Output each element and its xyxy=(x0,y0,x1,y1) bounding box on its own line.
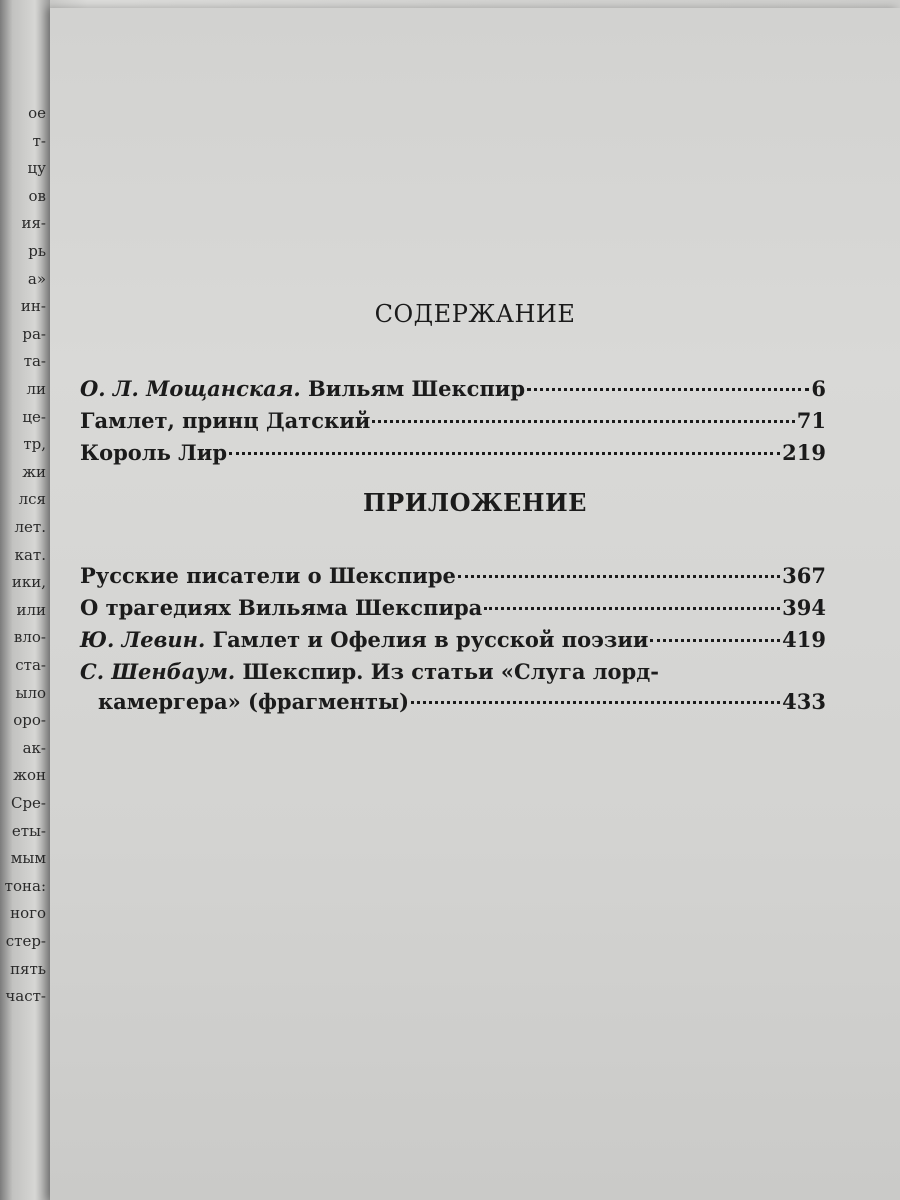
left-page-text-fragment: жон xyxy=(13,766,46,785)
left-page-text-fragment: кат. xyxy=(14,545,46,564)
left-page-text-fragment: вло- xyxy=(13,628,46,647)
left-page-text-fragment: лет. xyxy=(14,518,46,536)
toc-title: Гамлет и Офелия в русской поэзии xyxy=(205,627,649,652)
left-page-text-fragment: ли xyxy=(26,380,46,398)
left-page-text-fragment: ия- xyxy=(21,214,46,233)
toc-title-line1: Шекспир. Из статьи «Слуга лорд- xyxy=(235,659,659,684)
left-page-text-fragment: жи xyxy=(22,462,46,481)
toc-author: С. Шенбаум. xyxy=(80,659,236,684)
toc-title: Русские писатели о Шекспире xyxy=(80,563,456,588)
toc-author: Ю. Левин. xyxy=(80,627,206,652)
left-page-text-fragment: ак- xyxy=(22,738,46,757)
toc-title: Вильям Шекспир xyxy=(300,376,526,401)
toc-page-number: 367 xyxy=(782,563,826,588)
contents-page xyxy=(50,8,900,1200)
leader-dots xyxy=(527,388,809,391)
left-page-text-fragment: лся xyxy=(18,490,46,509)
left-page-text-fragment: та- xyxy=(23,352,46,371)
left-page-text-fragment: пять xyxy=(10,959,46,978)
toc-title: О трагедиях Вильяма Шекспира xyxy=(80,595,483,620)
toc-page-number: 71 xyxy=(796,408,826,433)
left-page-text-fragment: еты- xyxy=(11,821,46,840)
toc-item-tragedies[interactable] xyxy=(80,593,826,623)
appendix-heading: ПРИЛОЖЕНИЕ xyxy=(363,488,587,517)
left-page-text-fragment: т- xyxy=(32,131,46,150)
left-page-text-fragment: ики, xyxy=(11,573,46,592)
left-page-text-fragment: тона: xyxy=(4,876,46,895)
left-page-text-fragment: ин- xyxy=(20,297,46,316)
toc-author: О. Л. Мощанская. xyxy=(80,376,301,401)
left-page-text-fragment: Сре- xyxy=(10,794,46,812)
left-page-text-fragment: це- xyxy=(22,407,46,426)
toc-title: Король Лир xyxy=(80,440,227,465)
toc-title: Гамлет, принц Датский xyxy=(80,408,371,433)
toc-item-hamlet[interactable] xyxy=(80,406,826,436)
left-page-text-fragment: част- xyxy=(5,987,46,1006)
toc-item-king-lear[interactable] xyxy=(80,438,826,468)
left-page-text-fragment: рь xyxy=(28,242,46,260)
toc-page-number: 433 xyxy=(782,689,826,714)
toc-page-number: 6 xyxy=(811,376,826,401)
leader-dots xyxy=(229,452,780,455)
left-page-text-fragment: а» xyxy=(27,269,46,288)
left-page-text-fragment: ра- xyxy=(22,324,46,343)
adjacent-page-edge xyxy=(0,0,50,1200)
toc-title-line2: камергера» (фрагменты) xyxy=(98,689,410,714)
toc-page-number: 419 xyxy=(782,627,826,652)
toc-item-schoenbaum[interactable] xyxy=(80,657,826,717)
left-page-text-fragment: стер- xyxy=(5,932,46,950)
contents-heading: СОДЕРЖАНИЕ xyxy=(374,300,576,328)
left-page-text-fragment: цу xyxy=(27,159,46,178)
left-page-text-fragment: ов xyxy=(28,186,46,205)
toc-item-levin[interactable] xyxy=(80,625,826,655)
leader-dots xyxy=(484,607,780,610)
left-page-text-fragment: ое xyxy=(28,104,46,122)
left-page-text-fragment: мым xyxy=(10,849,46,868)
left-page-text-fragment: или xyxy=(16,600,46,619)
left-page-text-fragment: ного xyxy=(10,904,46,923)
leader-dots xyxy=(458,575,780,578)
toc-item-moshchanskaya[interactable] xyxy=(80,374,826,404)
toc-page-number: 219 xyxy=(782,440,826,465)
left-page-text-fragment: ста- xyxy=(15,656,46,674)
left-page-text-fragment: оро- xyxy=(13,711,46,730)
leader-dots xyxy=(650,639,780,642)
leader-dots xyxy=(372,420,794,423)
toc-page-number: 394 xyxy=(782,595,826,620)
left-page-text-fragment: тр, xyxy=(23,435,46,454)
leader-dots xyxy=(411,701,780,704)
toc-item-russian-writers[interactable] xyxy=(80,561,826,591)
left-page-text-fragment: ыло xyxy=(15,683,46,702)
